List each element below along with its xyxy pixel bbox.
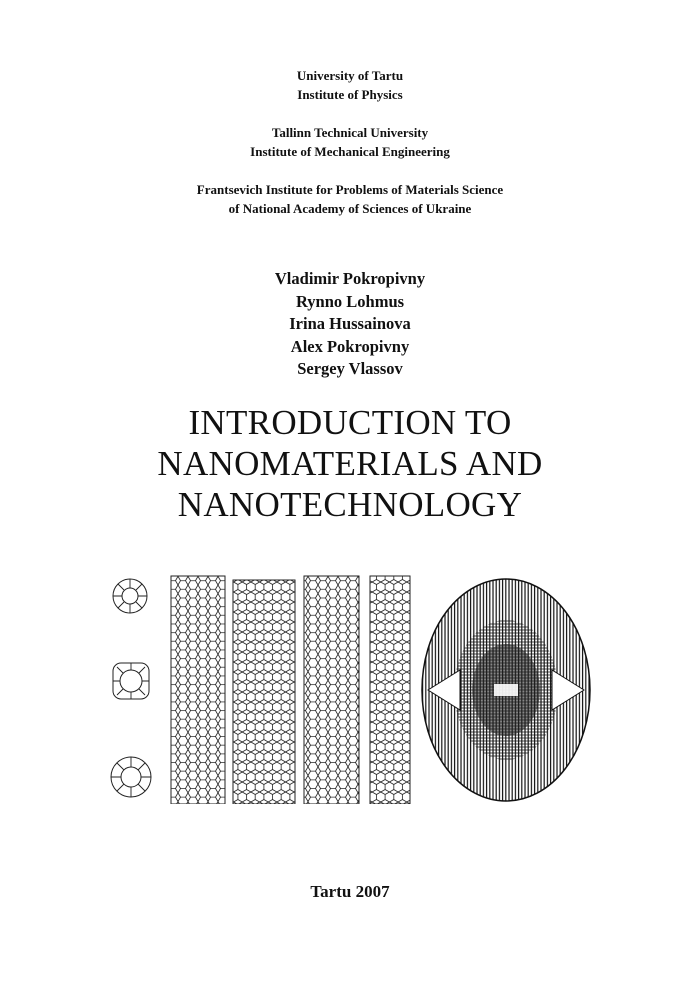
nanotube-icon [370,576,410,804]
author-list [0,268,700,381]
author-name: Rynno Lohmus [295,291,405,311]
institution-department: of National Academy of Sciences of Ukraine [228,201,472,216]
author-name: Alex Pokropivny [290,336,410,356]
nanotube-icon [171,576,225,804]
nanotorus-icon [420,576,592,804]
book-title [0,402,700,525]
institution-department: Institute of Physics [297,87,403,102]
cover-illustration [108,572,592,804]
author-name: Sergey Vlassov [297,359,403,378]
institution-tallinn [0,123,700,161]
publication-place-year: Tartu 2007 [310,882,390,901]
nanotube-icon [304,576,359,804]
author-name: Irina Hussainova [289,314,411,333]
institution-tartu [0,66,700,104]
title-line: NANOTECHNOLOGY [177,485,523,524]
institution-name: Frantsevich Institute for Problems of Materials Science [196,182,504,197]
fullerene-icon [111,757,151,797]
institution-name: Tallinn Technical University [271,125,429,140]
fullerene-icon [113,663,149,699]
nanotube-icon [233,580,295,804]
fullerene-icon [113,579,147,613]
institution-name: University of Tartu [296,68,404,83]
institution-frantsevich [0,180,700,218]
author-name: Vladimir Pokropivny [274,269,426,288]
institution-department: Institute of Mechanical Engineering [250,144,450,159]
title-line: NANOMATERIALS AND [157,444,543,483]
title-line: INTRODUCTION TO [188,403,512,442]
